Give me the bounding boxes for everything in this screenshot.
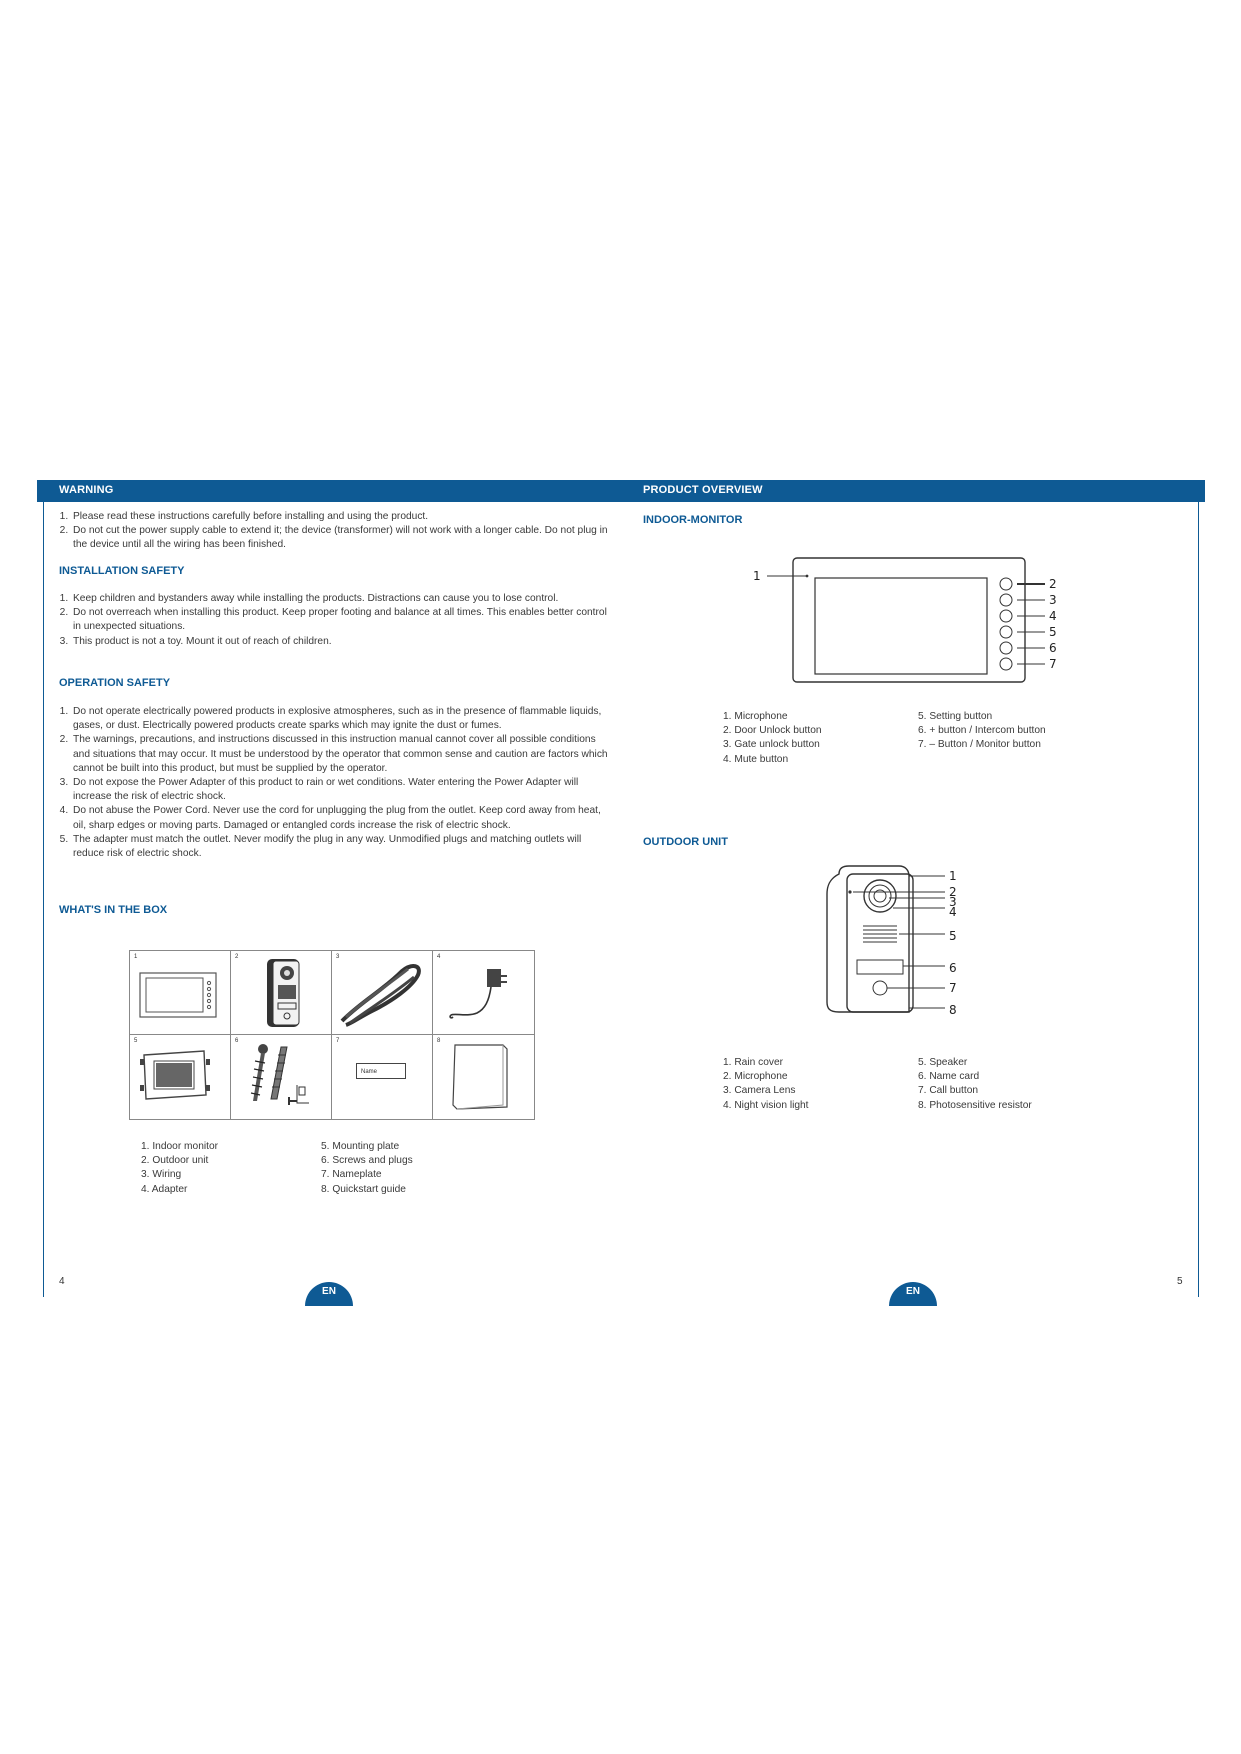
language-tab-right: EN xyxy=(889,1282,937,1306)
list-item: 5. Setting button xyxy=(918,711,993,722)
box-items-legend xyxy=(141,1140,561,1200)
wiring-illustration xyxy=(332,951,432,1035)
callout-label: 3 xyxy=(1049,593,1057,607)
warning-header: WARNING xyxy=(59,484,114,496)
box-items-col-1 xyxy=(141,1140,331,1197)
outdoor-unit-illustration xyxy=(231,951,331,1035)
callout-label: 4 xyxy=(1049,609,1057,623)
callout-label: 8 xyxy=(949,1003,957,1017)
manual-spread xyxy=(37,480,1205,1297)
list-item: 8. Quickstart guide xyxy=(321,1183,406,1195)
list-item: 2. Microphone xyxy=(723,1071,788,1083)
list-item: 3. Do not expose the Power Adapter of this product to rain or wet conditions. Water entering the Power Adapter will increase the risk of electric shock. xyxy=(71,776,613,804)
indoor-monitor-title: INDOOR-MONITOR xyxy=(643,514,743,526)
left-page-edge xyxy=(43,502,44,1297)
list-item: 6. Name card xyxy=(918,1071,980,1083)
list-item: 7. – Button / Monitor button xyxy=(918,739,1041,751)
list-item: 1. Do not operate electrically powered products in explosive atmospheres, such as in the presence of flammable liquids, gases, or dust. Electrically powered products create sparks which may ignite the dust or fumes. xyxy=(71,705,613,733)
list-item: 1. Indoor monitor xyxy=(141,1141,219,1152)
outdoor-legend-col-1 xyxy=(723,1056,913,1113)
callout-label: 7 xyxy=(1049,657,1057,671)
box-cell-wiring: 3 xyxy=(332,951,433,1035)
installation-safety-title: INSTALLATION SAFETY xyxy=(59,565,185,577)
callout-label: 3 xyxy=(949,895,957,909)
operation-list xyxy=(53,705,613,861)
callout-label: 6 xyxy=(1049,641,1057,655)
list-item: 4. Mute button xyxy=(723,753,789,765)
callout-label: 4 xyxy=(949,905,957,919)
list-item: 7. Nameplate xyxy=(321,1169,382,1181)
callout-label: 2 xyxy=(949,885,957,899)
list-item: 1. Please read these instructions carefully before installing and using the product. xyxy=(71,510,613,524)
list-item: 6. Screws and plugs xyxy=(321,1155,413,1167)
list-item: 8. Photosensitive resistor xyxy=(918,1099,1032,1111)
list-item: 6. + button / Intercom button xyxy=(918,725,1046,737)
right-header-bar xyxy=(621,480,1205,502)
list-item: 2. The warnings, precautions, and instructions discussed in this instruction manual cannot cover all possible conditions and situations that may occur. It must be understood by the operator that common sense and caution are factors which cannot be built into this product, but must be supplied by the operator. xyxy=(71,733,613,776)
outdoor-unit-diagram xyxy=(817,864,1017,1024)
indoor-monitor-diagram xyxy=(733,550,1063,690)
installation-list xyxy=(53,592,613,649)
list-item: 4. Do not abuse the Power Cord. Never use the cord for unplugging the plug from the outlet. Keep cord away from heat, oil, sharp edges or moving parts. Damaged or entangled cords increase the risk of electric shock. xyxy=(71,804,613,832)
list-item: 5. Mounting plate xyxy=(321,1141,400,1152)
indoor-legend-col-2 xyxy=(918,710,1108,753)
list-item: 5. The adapter must match the outlet. Never modify the plug in any way. Unmodified plugs and matching outlets will reduce risk of electric shock. xyxy=(71,833,613,861)
callout-label: 6 xyxy=(949,961,957,975)
callout-label: 7 xyxy=(949,981,957,995)
box-cell-indoor-monitor: 1 xyxy=(130,951,231,1035)
right-page-edge xyxy=(1198,502,1199,1297)
quickstart-guide-illustration xyxy=(433,1035,533,1119)
list-item: 2. Door Unlock button xyxy=(723,725,822,737)
list-item: 2. Outdoor unit xyxy=(141,1155,209,1167)
list-item: 3. This product is not a toy. Mount it out of reach of children. xyxy=(71,635,613,649)
callout-label: 5 xyxy=(949,929,957,943)
box-cell-outdoor-unit: 2 xyxy=(231,951,332,1035)
adapter-illustration xyxy=(433,951,533,1035)
box-contents-grid xyxy=(129,950,535,1120)
box-cell-adapter: 4 xyxy=(433,951,534,1035)
left-header-bar xyxy=(37,480,621,502)
list-item: 2. Do not cut the power supply cable to extend it; the device (transformer) will not work with a longer cable. Do not plug in the device until all the wiring has been finished. xyxy=(71,524,613,552)
screws-illustration xyxy=(231,1035,331,1119)
box-cell-screws-and-plugs: 6 xyxy=(231,1035,332,1119)
product-overview-header: PRODUCT OVERVIEW xyxy=(643,484,763,496)
list-item: 3. Gate unlock button xyxy=(723,739,820,751)
whats-in-the-box-title: WHAT'S IN THE BOX xyxy=(59,904,168,916)
outdoor-legend-col-2 xyxy=(918,1056,1108,1113)
language-tab-left: EN xyxy=(305,1282,353,1306)
indoor-monitor-legend xyxy=(723,710,1123,770)
nameplate-card: Name xyxy=(356,1063,406,1079)
page-number-right: 5 xyxy=(1177,1276,1183,1287)
callout-label: 2 xyxy=(1049,577,1057,591)
list-item: 4. Adapter xyxy=(141,1183,188,1195)
outdoor-unit-legend xyxy=(723,1056,1123,1116)
box-cell-mounting-plate: 5 xyxy=(130,1035,231,1119)
box-cell-quickstart-guide: 8 xyxy=(433,1035,534,1119)
outdoor-unit-title: OUTDOOR UNIT xyxy=(643,836,728,848)
box-cell-nameplate: 7 Name xyxy=(332,1035,433,1119)
list-item: 5. Speaker xyxy=(918,1057,968,1068)
warning-list xyxy=(53,510,613,553)
list-item: 7. Call button xyxy=(918,1085,979,1097)
list-item: 1. Rain cover xyxy=(723,1057,784,1068)
box-items-col-2 xyxy=(321,1140,511,1197)
page-number-left: 4 xyxy=(59,1276,65,1287)
mounting-plate-illustration xyxy=(130,1035,230,1119)
list-item: 3. Camera Lens xyxy=(723,1085,796,1097)
callout-label: 1 xyxy=(753,569,761,583)
callout-label: 1 xyxy=(949,869,957,883)
list-item: 1. Microphone xyxy=(723,711,788,722)
operation-safety-title: OPERATION SAFETY xyxy=(59,677,171,689)
list-item: 1. Keep children and bystanders away while installing the products. Distractions can cause you to lose control. xyxy=(71,592,613,606)
list-item: 2. Do not overreach when installing this product. Keep proper footing and balance at all times. This enables better control in unexpected situations. xyxy=(71,606,613,634)
list-item: 4. Night vision light xyxy=(723,1099,809,1111)
list-item: 3. Wiring xyxy=(141,1169,182,1181)
callout-label: 5 xyxy=(1049,625,1057,639)
indoor-legend-col-1 xyxy=(723,710,913,767)
indoor-monitor-illustration xyxy=(130,951,230,1035)
